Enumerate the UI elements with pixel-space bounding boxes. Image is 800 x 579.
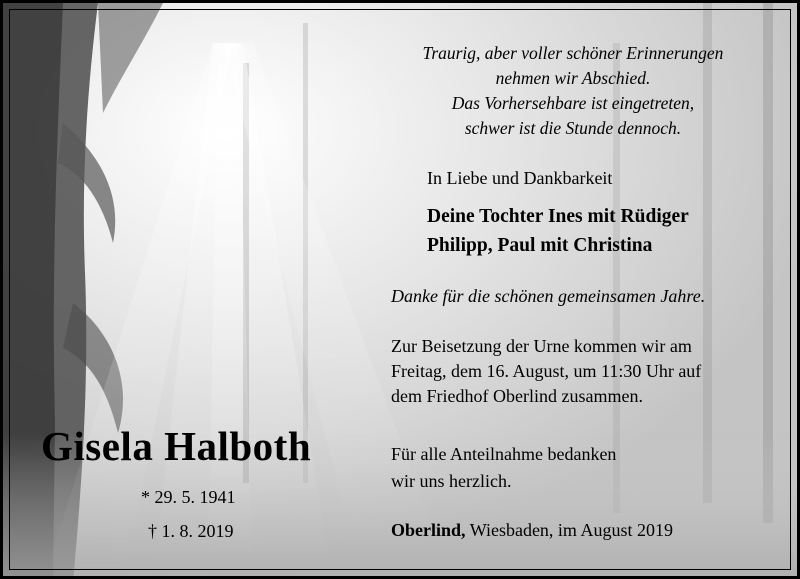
poem-line: schwer ist die Stunde dennoch.	[464, 118, 682, 138]
mourners-intro: In Liebe und Dankbarkeit	[427, 168, 613, 188]
death-date: † 1. 8. 2019	[148, 521, 234, 541]
mourners-line: Philipp, Paul mit Christina	[427, 235, 653, 256]
thanks-years: Danke für die schönen gemeinsamen Jahre.	[391, 286, 706, 306]
mourners-list	[427, 202, 689, 260]
poem-line: Das Vorhersehbare ist eingetreten,	[451, 93, 695, 113]
deceased-name: Gisela Halboth	[41, 423, 312, 469]
mourners-line: Deine Tochter Ines mit Rüdiger	[427, 206, 689, 227]
birth-date: * 29. 5. 1941	[141, 487, 236, 507]
poem-line: nehmen wir Abschied.	[495, 68, 651, 88]
burial-line: dem Friedhof Oberlind zusammen.	[391, 386, 643, 406]
place-date-rest: Wiesbaden, im August 2019	[465, 520, 673, 540]
sympathy-thanks	[391, 441, 616, 495]
burial-line: Zur Beisetzung der Urne kommen wir am	[391, 336, 692, 356]
burial-info	[391, 334, 701, 409]
poem-line: Traurig, aber voller schöner Erinnerungen	[422, 43, 724, 63]
sympathy-line: wir uns herzlich.	[391, 471, 512, 491]
burial-line: Freitag, dem 16. August, um 11:30 Uhr auf	[391, 361, 702, 381]
place: Oberlind,	[391, 520, 466, 540]
sympathy-line: Für alle Anteilnahme bedanken	[391, 444, 617, 464]
place-date	[391, 520, 673, 541]
poem	[373, 41, 773, 141]
